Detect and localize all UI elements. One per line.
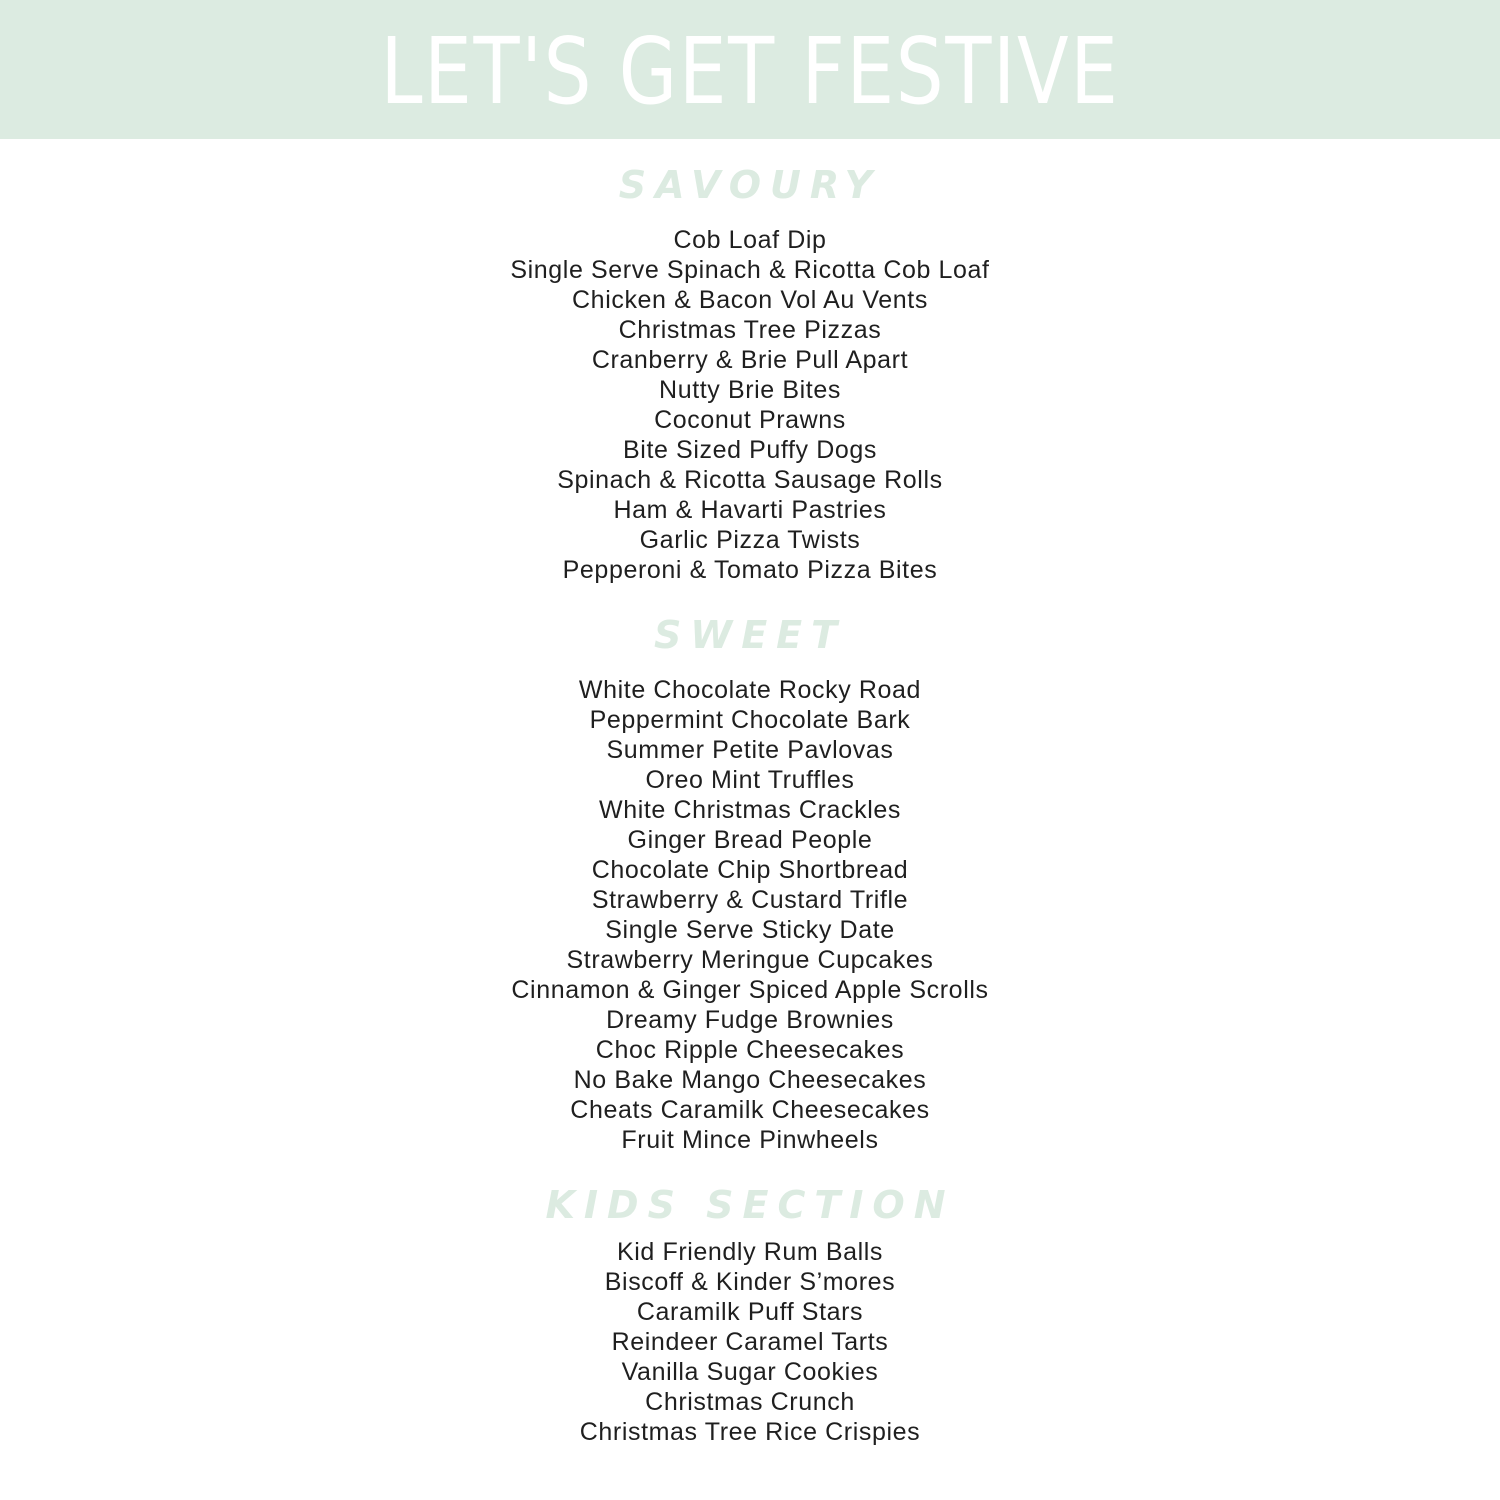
list-item: Chocolate Chip Shortbread [591, 856, 909, 884]
list-item: Christmas Tree Rice Crispies [579, 1418, 921, 1446]
list-item: Kid Friendly Rum Balls [616, 1238, 884, 1266]
list-item: Spinach & Ricotta Sausage Rolls [557, 466, 943, 494]
list-item: Vanilla Sugar Cookies [621, 1358, 879, 1386]
header-banner [0, 0, 1500, 139]
list-item: Fruit Mince Pinwheels [621, 1126, 879, 1154]
list-item: Bite Sized Puffy Dogs [623, 436, 877, 464]
list-item: Strawberry & Custard Trifle [591, 886, 909, 914]
list-item: Cinnamon & Ginger Spiced Apple Scrolls [511, 976, 989, 1004]
list-item: Summer Petite Pavlovas [606, 736, 894, 764]
list-item: Oreo Mint Truffles [645, 766, 855, 794]
list-item: Christmas Tree Pizzas [618, 316, 882, 344]
list-item: Peppermint Chocolate Bark [589, 706, 911, 734]
list-item: Single Serve Spinach & Ricotta Cob Loaf [510, 256, 990, 284]
list-item: Garlic Pizza Twists [639, 526, 861, 554]
list-item: Ham & Havarti Pastries [613, 496, 887, 524]
savoury-list [0, 225, 1500, 585]
section-heading-kids: KIDS SECTION [545, 1183, 955, 1227]
list-item: Pepperoni & Tomato Pizza Bites [562, 556, 938, 584]
list-item: Caramilk Puff Stars [636, 1298, 864, 1326]
section-heading-sweet: SWEET [653, 613, 847, 657]
list-item: Nutty Brie Bites [659, 376, 841, 404]
list-item: Coconut Prawns [654, 406, 846, 434]
sweet-list [0, 675, 1500, 1155]
list-item: Single Serve Sticky Date [605, 916, 895, 944]
page-title: LET'S GET FESTIVE [380, 18, 1120, 125]
list-item: Choc Ripple Cheesecakes [595, 1036, 905, 1064]
list-item: White Christmas Crackles [599, 796, 901, 824]
kids-list [0, 1237, 1500, 1447]
list-item: White Chocolate Rocky Road [578, 676, 922, 704]
section-heading-savoury: SAVOURY [618, 163, 882, 207]
list-item: Christmas Crunch [645, 1388, 855, 1416]
list-item: Cranberry & Brie Pull Apart [591, 346, 909, 374]
list-item: Reindeer Caramel Tarts [611, 1328, 889, 1356]
list-item: Strawberry Meringue Cupcakes [566, 946, 934, 974]
list-item: Ginger Bread People [627, 826, 873, 854]
list-item: Chicken & Bacon Vol Au Vents [572, 286, 928, 314]
list-item: Biscoff & Kinder S’mores [604, 1268, 896, 1296]
list-item: Dreamy Fudge Brownies [606, 1006, 894, 1034]
list-item: Cheats Caramilk Cheesecakes [570, 1096, 930, 1124]
list-item: Cob Loaf Dip [673, 226, 827, 254]
list-item: No Bake Mango Cheesecakes [573, 1066, 927, 1094]
